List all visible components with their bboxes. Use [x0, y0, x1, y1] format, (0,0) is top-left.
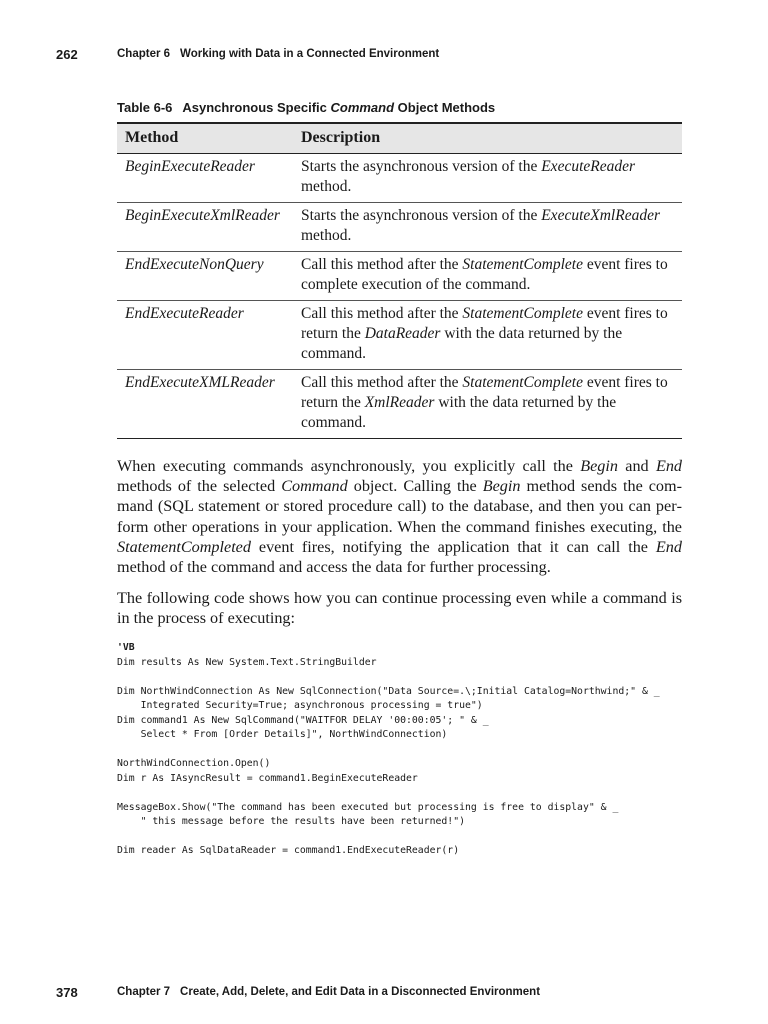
description-text: with the data returned by the command. — [301, 325, 623, 362]
paragraph-italic: End — [655, 457, 683, 475]
table-row — [117, 370, 682, 439]
paragraph-italic: End — [655, 537, 682, 556]
chapter-label: Chapter 6 — [117, 48, 171, 60]
page-number: 262 — [56, 47, 78, 62]
table-caption-label: Table 6-6 — [117, 100, 173, 115]
column-header-description: Description — [293, 123, 682, 154]
table-caption-post: Object Methods — [394, 100, 496, 115]
description-text: method. — [301, 178, 352, 195]
description-text: with the data returned by the command. — [301, 394, 617, 431]
table-caption-pre: Asynchronous Specific — [182, 100, 331, 115]
table-caption — [117, 100, 697, 115]
description-italic: StatementComplete — [462, 256, 583, 273]
footer-chapter-label: Chapter 7 — [117, 986, 171, 998]
description-text: Call this method after the — [301, 256, 463, 273]
description-italic: XmlReader — [364, 394, 435, 411]
method-name: BeginExecuteXmlReader — [117, 203, 293, 252]
paragraph-text: method of the command and access the data for further processing. — [117, 558, 551, 577]
method-name: BeginExecuteReader — [117, 154, 293, 203]
table-header-row — [117, 123, 682, 154]
description-italic: ExecuteXmlReader — [541, 207, 660, 224]
methods-table — [117, 122, 682, 439]
description-text: method. — [301, 227, 352, 244]
description-text: Starts the asynchronous version of the — [301, 158, 542, 175]
method-description — [293, 154, 682, 203]
paragraph-text: event fires, notifying the application that it can call the — [250, 537, 656, 556]
description-text: Starts the asynchronous version of the — [301, 207, 542, 224]
description-text: event fires to return the — [301, 305, 668, 342]
table-row — [117, 252, 682, 301]
table-row — [117, 301, 682, 370]
description-italic: StatementComplete — [462, 374, 583, 391]
column-header-method: Method — [117, 123, 293, 154]
description-text: event fires to complete execution of the command. — [301, 256, 668, 293]
method-name: EndExecuteXMLReader — [117, 370, 293, 439]
paragraph-italic: Begin — [482, 477, 521, 496]
paragraph-text: and — [617, 457, 656, 475]
table-caption-italic: Command — [330, 100, 395, 115]
running-title — [117, 48, 439, 60]
method-description — [293, 370, 682, 439]
paragraph-italic: Begin — [580, 457, 618, 475]
method-description — [293, 252, 682, 301]
footer-page-number: 378 — [56, 985, 78, 1000]
description-italic: StatementComplete — [462, 305, 583, 322]
method-name: EndExecuteReader — [117, 301, 293, 370]
body-paragraph-async — [117, 456, 682, 577]
paragraph-text: methods of the selected — [117, 477, 282, 496]
paragraph-text: method sends the command (SQL statement or stored procedure call) to the database, and then you can perform other operations in your application. When the command finishes executing, the — [117, 477, 682, 536]
paragraph-text: When executing commands asynchronously, you explicitly call the — [117, 457, 581, 475]
description-italic: ExecuteReader — [541, 158, 636, 175]
method-description — [293, 301, 682, 370]
paragraph-italic: Command — [281, 477, 348, 496]
code-listing — [117, 641, 717, 859]
paragraph-italic: StatementCompleted — [117, 537, 251, 556]
description-text: Call this method after the — [301, 374, 463, 391]
body-paragraph-code-intro: The following code shows how you can continue processing even while a command is in the process of executing: — [117, 589, 682, 628]
description-text: Call this method after the — [301, 305, 463, 322]
code-body: Dim results As New System.Text.StringBuilder Dim NorthWindConnection As New SqlConnection("Data Source=.\;Initial Catalog=Northwind;" & _ Integrated Security=True; asynchronous processing = true") Dim command1 As New SqlCommand("WAITFOR DELAY '00:00:05'; " & _ Select * From [Order Details]", NorthWindConnection) NorthWindConnection.Open() Dim r As IAsyncResult = command1.BeginExecuteReader MessageBox.Show("The command has been executed but processing is free to display" & _ " this message before the results have been returned!") Dim reader As SqlDataReader = command1.EndExecuteReader(r) — [117, 656, 660, 856]
paragraph-text: object. Calling the — [347, 477, 483, 496]
method-name: EndExecuteNonQuery — [117, 252, 293, 301]
footer-chapter-title: Create, Add, Delete, and Edit Data in a Disconnected Environment — [180, 986, 541, 998]
method-description — [293, 203, 682, 252]
code-language-tag: 'VB — [117, 642, 135, 653]
chapter-title: Working with Data in a Connected Environment — [180, 48, 440, 60]
description-text: event fires to return the — [301, 374, 668, 411]
footer-running-title — [117, 986, 540, 998]
table-row — [117, 154, 682, 203]
table-row — [117, 203, 682, 252]
description-italic: DataReader — [364, 325, 441, 342]
